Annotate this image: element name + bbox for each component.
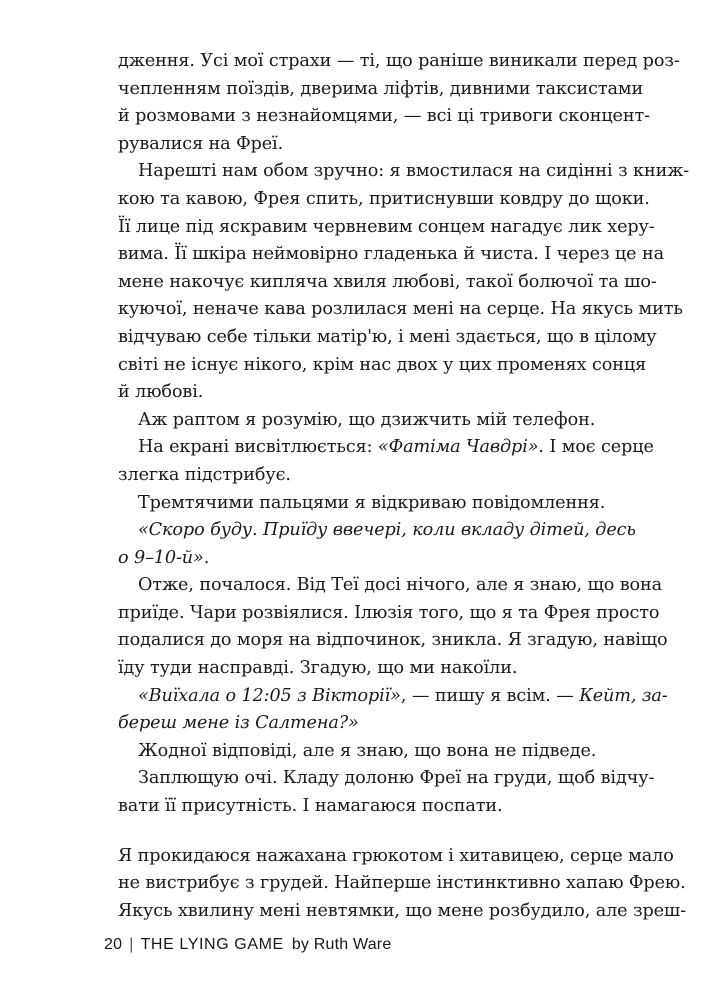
footer-separator: | — [129, 936, 134, 953]
text-line: куючої, неначе кава розлилася мені на серце. На якусь мить — [118, 299, 683, 320]
italic-message: «Скоро буду. Приїду ввечері, коли вкладу дітей, десь — [138, 520, 636, 541]
text-line: не вистрибує з грудей. Найперше інстинктивно хапаю Фрею. — [118, 873, 686, 894]
text-line: Я прокидаюся нажахана грюкотом і хитавицею, серце мало — [118, 845, 674, 866]
body-text — [118, 48, 690, 925]
text-line: відчуваю себе тільки матір'ю, і мені здається, що в цілому — [118, 326, 657, 347]
text-line: Тремтячими пальцями я відкриваю повідомлення. — [138, 492, 606, 513]
text-segment: . І моє серце — [538, 437, 654, 458]
text-segment: , — пишу я всім. — — [400, 685, 580, 706]
text-line — [118, 434, 654, 462]
text-line: вима. Її шкіра неймовірно гладенька й чиста. І через це на — [118, 244, 664, 265]
book-title: THE LYING GAME — [140, 936, 284, 953]
text-line: подалися до моря на відпочинок, зникла. Я згадую, навіщо — [118, 630, 668, 651]
text-line: чепленням поїздів, дверима ліфтів, дивними таксистами — [118, 78, 644, 99]
page-number: 20 — [104, 936, 123, 953]
text-line: дження. Усі мої страхи — ті, що раніше виникали перед роз- — [118, 51, 680, 71]
text-line: мене накочує кипляча хвиля любові, такої болючої та шо- — [118, 271, 657, 292]
text-line — [118, 683, 668, 711]
text-line — [118, 545, 630, 573]
text-line: Аж раптом я розумію, що дзижчить мій телефон. — [138, 409, 596, 430]
text-line: Жодної відповіді, але я знаю, що вона не підведе. — [138, 740, 597, 761]
italic-message: «Виїхала о 12:05 з Вікторії» — [138, 685, 401, 706]
section-break — [118, 821, 630, 843]
text-segment: На екрані висвітлюється: — [138, 437, 378, 458]
italic-name: «Фатіма Чавдрі» — [377, 437, 539, 458]
text-line: їду туди насправді. Згадую, що ми накоїли. — [118, 658, 518, 679]
italic-message: Кейт, за- — [579, 685, 668, 706]
text-line: кою та кавою, Фрея спить, притиснувши ковдру до щоки. — [118, 188, 650, 209]
text-line — [118, 710, 630, 738]
text-line: Заплющую очі. Кладу долоню Фреї на груди, щоб відчу- — [138, 768, 655, 789]
text-line: рувалися на Фреї. — [118, 133, 284, 154]
text-line: Її лице під яскравим червневим сонцем нагадує лик херу- — [118, 216, 655, 237]
author-credit: by Ruth Ware — [291, 936, 392, 953]
text-line: приїде. Чари розвіялися. Ілюзія того, що я та Фрея просто — [118, 602, 660, 623]
text-line: злегка підстрибує. — [118, 464, 291, 485]
text-line: Якусь хвилину мені невтямки, що мене розбудило, але зреш- — [118, 900, 687, 921]
text-line: вати її присутність. І намагаюся поспати. — [118, 796, 503, 817]
italic-message: береш мене із Салтена?» — [118, 713, 359, 734]
text-line: й розмовами з незнайомцями, — всі ці тривоги сконцент- — [118, 106, 650, 127]
text-line: Отже, почалося. Від Теї досі нічого, але я знаю, що вона — [138, 575, 663, 596]
text-line: Нарешті нам обом зручно: я вмостилася на сидінні з книж- — [138, 161, 690, 182]
italic-message: о 9–10-й». — [118, 547, 210, 568]
text-line — [118, 517, 636, 545]
text-line: й любові. — [118, 382, 204, 403]
text-line: світі не існує нікого, крім нас двох у цих променях сонця — [118, 354, 647, 375]
page-footer — [104, 936, 391, 954]
